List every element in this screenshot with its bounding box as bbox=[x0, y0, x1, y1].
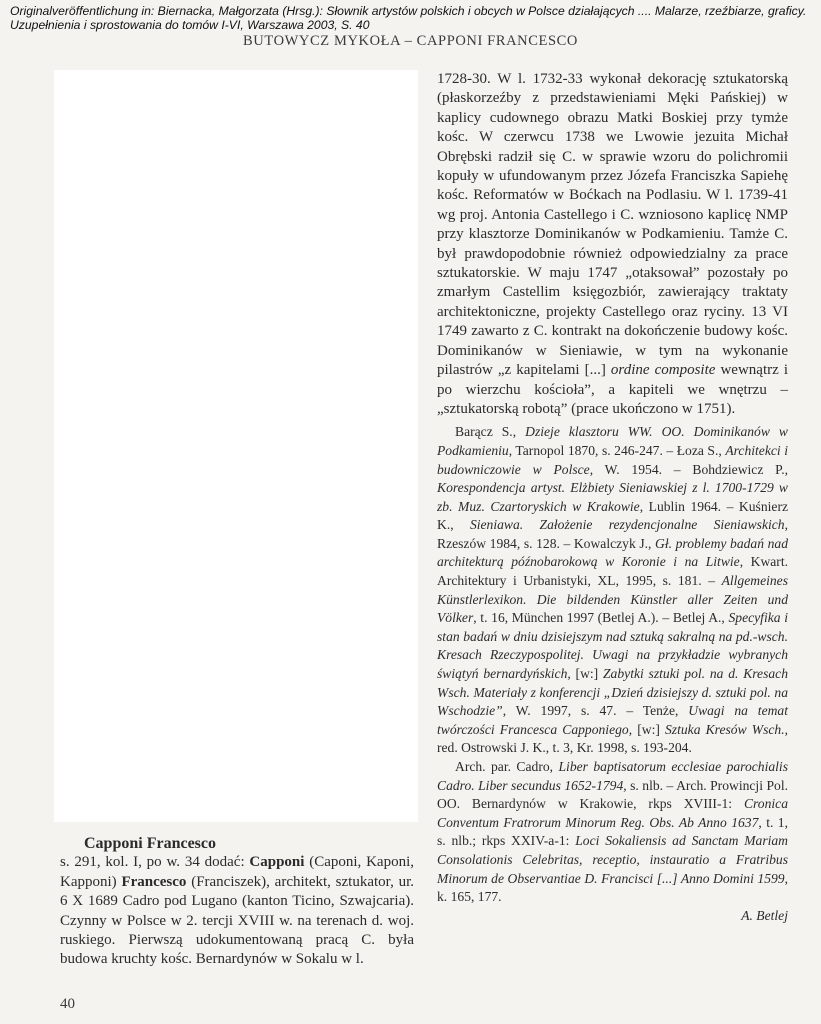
archives-paragraph bbox=[437, 758, 788, 907]
entry-surname: Capponi bbox=[249, 854, 305, 871]
reference-title: Cronica Conventum Fratrorum Minorum Reg. Obs. Ab Anno 1637 bbox=[437, 796, 788, 830]
reference-text: , Lublin 1964. – Kuśnierz K., bbox=[437, 498, 788, 533]
entry-author: A. Betlej bbox=[741, 907, 788, 923]
reference-text: , [w:] bbox=[628, 721, 665, 737]
reference-title: Gł. problemy badań nad architekturą późnobarokową w Koronie i na Litwie bbox=[437, 535, 788, 570]
bibliography-paragraph bbox=[437, 423, 788, 758]
reference-title: Specyfika i stan badań w dniu dzisiejszym nad sztuką sakralną na pd.-wsch. Kresach Rzeczypospolitej. Uwagi na przykładzie wybranych świątyń bernardyńskich, bbox=[437, 610, 788, 682]
running-head: BUTOWYCZ MYKOŁA – CAPPONI FRANCESCO bbox=[243, 33, 578, 49]
reference-text: , W. 1997, s. 47. – Tenże, bbox=[502, 703, 689, 719]
entry-body-italic: ordine composite bbox=[610, 362, 716, 379]
entry-body-paragraph bbox=[437, 70, 788, 419]
reference-title: Sieniawa. Założenie rezydencjonalne Sieniawskich bbox=[469, 517, 785, 533]
reference-text: [w:] bbox=[570, 666, 603, 682]
reference-title: Zabytki sztuki pol. na d. Kresach Wsch. Materiały z konferencji „Dzień dzisiejszy d. sztuki pol. na Wschodzie” bbox=[437, 666, 788, 719]
entry-forename: Francesco bbox=[121, 873, 187, 890]
reference-text: , t. 1, s. nlb.; rkps XXIV-a-1: bbox=[437, 814, 788, 849]
reference-title: Liber baptisatorum ecclesiae parochialis Cadro. Liber secundus 1652-1794 bbox=[437, 759, 788, 793]
entry-body-text-b: wewnątrz i po wierzchu kościoła”, a kapiteli we wnętrzu – „sztukatorską robotą” (prace ukończono w 1751). bbox=[437, 362, 788, 417]
page-number: 40 bbox=[60, 996, 75, 1012]
entry-intro-paragraph bbox=[60, 853, 414, 969]
reference-text: , Kwart. Architektury i Urbanistyki, XL, 1995, s. 181. – bbox=[437, 554, 788, 589]
reference-title: Sztuka Kresów Wsch. bbox=[665, 721, 785, 737]
reference-text: , Rzeszów 1984, s. 128. – Kowalczyk J., bbox=[437, 517, 788, 551]
reference-title: Dzieje klasztoru WW. OO. Dominikanów w Podkamieniu bbox=[437, 424, 788, 458]
entry-start-column bbox=[60, 834, 414, 970]
entry-name-variants: (Caponi, Kaponi, Kapponi) bbox=[60, 854, 414, 890]
reference-title: Loci Sokaliensis ad Sanctam Mariam Consolationis Celebritas, receptio, instauratio a Fratribus Minorum de Observantiae D. Francisci [...] Anno Domini 1599 bbox=[437, 833, 788, 886]
entry-body-text-a: 1728-30. W l. 1732-33 wykonał dekorację sztukatorską (płaskorzeźby z przedstawieniami Męki Pańskiej) w kaplicy cudownego obrazu Matki Boskiej przy tymże kośc. W czerwcu 1738 we Lwowie jezuita Michał Obrębski radził się C. w sprawie wzoru do polichromii kopuły w ufundowanym przez Józefa Franciszka Sapiehę kośc. Reformatów w Boćkach na Podlasiu. W l. 1739-41 wg proj. Antonia Castellego i C. wzniosono kaplicę NMP przy klasztorze Dominikanów w Podkamieniu. Tamże C. był prawdopodobnie również odpowiedzialny za prace sztukatorskie. W maju 1747 „otaksował” pozostały po zmarłym Castellim księgozbiór, zawierający traktaty architektoniczne, projekty Castellego oraz ryciny. 13 VI 1749 zawarto z C. kontrakt na dokończenie budowy kośc. Dominikanów w Sieniawie, w tym na wykonanie pilastrów „z kapitelami [...] bbox=[437, 71, 788, 379]
source-citation bbox=[10, 4, 810, 32]
reference-text: , red. Ostrowski J. K., t. 3, Kr. 1998, s. 193-204. bbox=[437, 721, 789, 756]
reference-text: , Tarnopol 1870, s. 246-247. – Łoza S., bbox=[508, 442, 726, 458]
entry-intro-text: (Franciszek), architekt, sztukator, ur. 6 X 1689 Cadro pod Lugano (kanton Ticino, Szwajcaria). Czynny w Polsce w 2. tercji XVIII w. na terenach d. woj. ruskiego. Pierwszą udokumentowaną pracą C. była budowa kruchty kośc. Bernardynów w Sokalu w l. bbox=[60, 873, 415, 968]
reference-title: Uwagi na temat twórczości Francesca Capponiego bbox=[437, 703, 788, 737]
reference-text: Barącz S., bbox=[455, 424, 526, 440]
reference-text: , t. 16, München 1997 (Betlej A.). – Betlej A., bbox=[473, 610, 729, 626]
reference-title: Architekci i budowniczowie w Polsce bbox=[437, 442, 788, 477]
entry-title: Capponi Francesco bbox=[84, 835, 216, 852]
reference-text: , k. 165, 177. bbox=[437, 870, 788, 905]
reference-text: , W. 1954. – Bohdziewicz P., bbox=[589, 461, 788, 477]
entry-continuation-column bbox=[437, 70, 788, 925]
blank-area bbox=[54, 70, 418, 822]
reference-title: Allgemeines Künstlerlexikon. Die bildenden Künstler aller Zeiten und Völker bbox=[437, 573, 788, 626]
reference-title: Korespondencja artyst. Elżbiety Sieniawskiej z l. 1700-1729 w zb. Muz. Czartoryskich w Krakowie bbox=[437, 480, 788, 514]
citation-line-1: Originalveröffentlichung in: Biernacka, Małgorzata (Hrsg.): Słownik artystów polskich i obcych w Polsce działających .... Malarze, rzeźbiarze, graficy. bbox=[10, 4, 807, 18]
reference-text: Arch. par. Cadro, bbox=[455, 759, 559, 774]
reference-text: , s. nlb. – Arch. Prowincji Pol. OO. Bernardynów w Krakowie, rkps XVIII-1: bbox=[437, 777, 788, 812]
citation-line-2: Uzupełnienia i sprostowania do tomów I-VI, Warszawa 2003, S. 40 bbox=[10, 18, 370, 32]
entry-reference: s. 291, kol. I, po w. 34 dodać: bbox=[60, 854, 250, 871]
